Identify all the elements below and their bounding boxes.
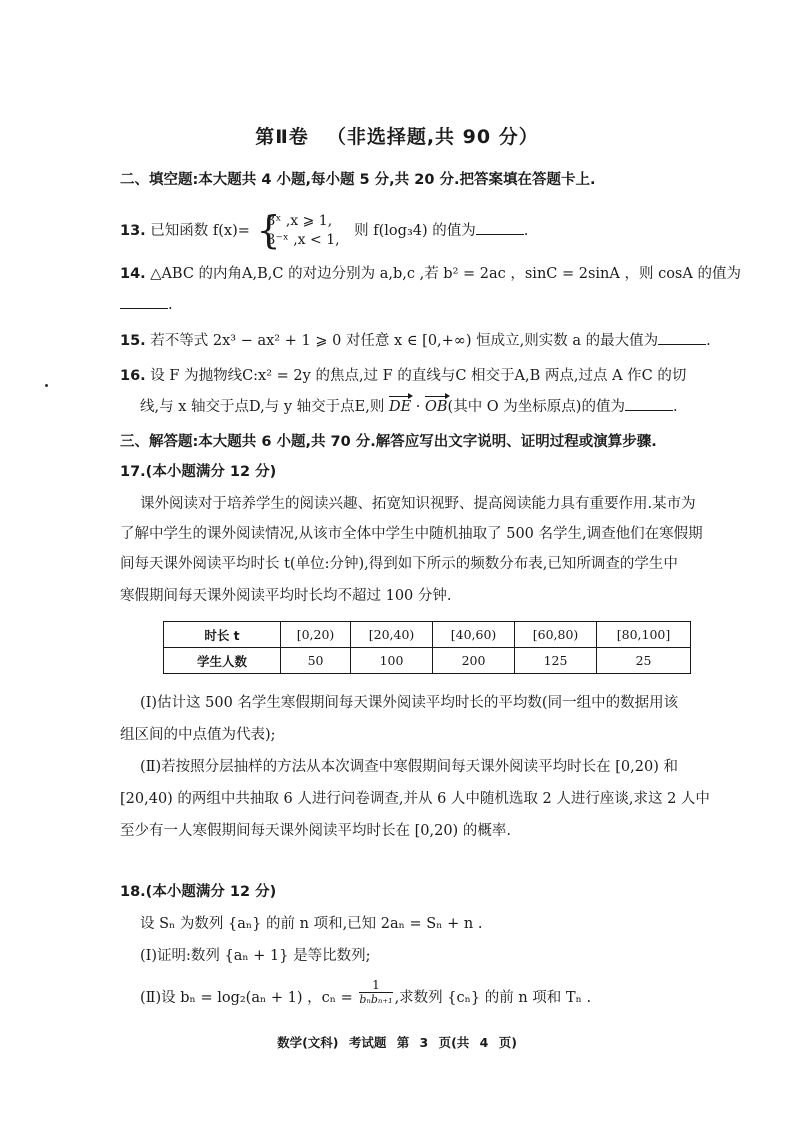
question-14-text: △ABC 的内角A,B,C 的对边分别为 a,b,c ,若 b² = 2ac ，sinC = 2sinA ，则 cosA 的值为	[150, 266, 741, 282]
fraction-numerator: 1	[359, 979, 392, 993]
fraction-denominator: bₙbₙ₊₁	[359, 992, 393, 1006]
question-13: 13. 已知函数 f(x)= { 3ˣ ,x ⩾ 1, 3⁻ˣ ,x < 1, 则 f(log₃4) 的值为 .	[120, 208, 529, 252]
question-18-part-2-tail: ,求数列 {cₙ} 的前 n 项和 Tₙ .	[394, 990, 592, 1006]
table-header-cell: 时长 t	[164, 622, 281, 648]
question-13-number: 13.	[120, 223, 146, 239]
question-17-paragraph-1: 课外阅读对于培养学生的阅读兴趣、拓宽知识视野、提高阅读能力具有重要作用.某市为	[140, 496, 696, 512]
answer-blank-16	[625, 396, 673, 411]
question-15-number: 15.	[120, 333, 146, 349]
vector-de: DE	[388, 399, 412, 415]
question-13-tail: 则 f(log₃4) 的值为	[354, 223, 476, 239]
stray-dot-mark	[45, 384, 48, 387]
question-17-paragraph-2: 了解中学生的课外阅读情况,从该市全体中学生中随机抽取了 500 名学生,调查他们在寒假期	[120, 526, 703, 542]
table-row	[164, 622, 691, 648]
question-18-header: 18.(本小题满分 12 分)	[120, 884, 277, 900]
section-title-sub: （非选择题,共 90 分）	[326, 126, 539, 148]
question-16-number: 16.	[120, 368, 146, 384]
question-17-paragraph-3: 间每天课外阅读平均时长 t(单位:分钟),得到如下所示的频数分布表,已知所调查的学生中	[120, 556, 678, 572]
question-17-part-2a: (Ⅱ)若按照分层抽样的方法从本次调查中寒假期间每天课外阅读平均时长在 [0,20) 和	[140, 759, 678, 775]
table-header-cell: 学生人数	[164, 648, 281, 674]
piecewise-function	[256, 208, 340, 252]
question-14	[120, 264, 741, 284]
dot-product-symbol: ·	[415, 399, 421, 415]
section-title	[0, 122, 794, 149]
question-17-part-1a: (Ⅰ)估计这 500 名学生寒假期间每天课外阅读平均时长的平均数(同一组中的数据用该	[140, 695, 679, 711]
question-17-paragraph-4: 寒假期间每天课外阅读平均时长均不超过 100 分钟.	[120, 588, 452, 604]
question-17-part-2b: [20,40) 的两组中共抽取 6 人进行问卷调查,并从 6 人中随机选取 2 人进行座谈,求这 2 人中	[120, 791, 710, 807]
question-18-part-2	[140, 977, 720, 1008]
question-16-line-2: 线,与 x 轴交于点D,与 y 轴交于点E,则 DE · OB(其中 O 为坐标原点)的值为 .	[140, 396, 720, 417]
table-cell: [60,80)	[515, 622, 597, 648]
table-cell: 125	[515, 648, 597, 674]
question-13-lead: 已知函数 f(x)=	[150, 223, 250, 239]
vector-ob: OB	[424, 399, 448, 415]
question-18-paragraph-1: 设 Sₙ 为数列 {aₙ} 的前 n 项和,已知 2aₙ = Sₙ + n .	[140, 916, 483, 932]
frequency-table	[163, 621, 691, 674]
table-cell: 200	[433, 648, 515, 674]
question-17-part-2c: 至少有一人寒假期间每天课外阅读平均时长在 [0,20) 的概率.	[120, 823, 511, 839]
part3-heading: 三、解答题:本大题共 6 小题,共 70 分.解答应写出文字说明、证明过程或演算步骤.	[120, 434, 657, 450]
piecewise-case-1: 3ˣ ,x ⩾ 1,	[266, 213, 333, 229]
question-14-number: 14.	[120, 266, 146, 282]
question-15-text: 若不等式 2x³ − ax² + 1 ⩾ 0 对任意 x ∈ [0,+∞) 恒成立,则实数 a 的最大值为	[150, 333, 659, 349]
question-17-part-1b: 组区间的中点值为代表);	[120, 727, 276, 743]
table-row	[164, 648, 691, 674]
question-16-text-2b: (其中 O 为坐标原点)的值为	[447, 399, 625, 415]
question-15: 15. 若不等式 2x³ − ax² + 1 ⩾ 0 对任意 x ∈ [0,+∞) 恒成立,则实数 a 的最大值为 .	[120, 330, 720, 351]
table-cell: [40,60)	[433, 622, 515, 648]
question-17-header: 17.(本小题满分 12 分)	[120, 464, 277, 480]
question-16-line-1	[120, 366, 720, 386]
question-14-blank-line: .	[120, 294, 720, 315]
answer-blank-13	[476, 220, 524, 235]
question-18-part-2-lead: (Ⅱ)设 bₙ = log₂(aₙ + 1) ，cₙ =	[140, 990, 353, 1006]
table-cell: [20,40)	[351, 622, 433, 648]
answer-blank-15	[658, 330, 706, 345]
fraction-cn	[359, 979, 392, 1006]
part2-heading: 二、填空题:本大题共 4 小题,每小题 5 分,共 20 分.把答案填在答题卡上.	[120, 172, 596, 188]
brace-symbol: {	[256, 208, 281, 252]
piecewise-case-2: 3⁻ˣ ,x < 1,	[266, 232, 340, 248]
answer-blank-14	[120, 294, 168, 309]
question-16-text-2a: 线,与 x 轴交于点D,与 y 轴交于点E,则	[140, 399, 385, 415]
table-cell: [0,20)	[281, 622, 351, 648]
question-16-text-1: 设 F 为抛物线C:x² = 2y 的焦点,过 F 的直线与C 相交于A,B 两点,过点 A 作C 的切	[150, 368, 687, 384]
table-cell: 50	[281, 648, 351, 674]
question-18-part-1: (Ⅰ)证明:数列 {aₙ + 1} 是等比数列;	[140, 948, 371, 964]
page-footer: 数学(文科) 考试题 第 3 页(共 4 页)	[277, 1035, 517, 1050]
table-cell: 100	[351, 648, 433, 674]
table-cell: 25	[597, 648, 691, 674]
section-title-main: 第Ⅱ卷	[255, 126, 309, 148]
table-cell: [80,100]	[597, 622, 691, 648]
